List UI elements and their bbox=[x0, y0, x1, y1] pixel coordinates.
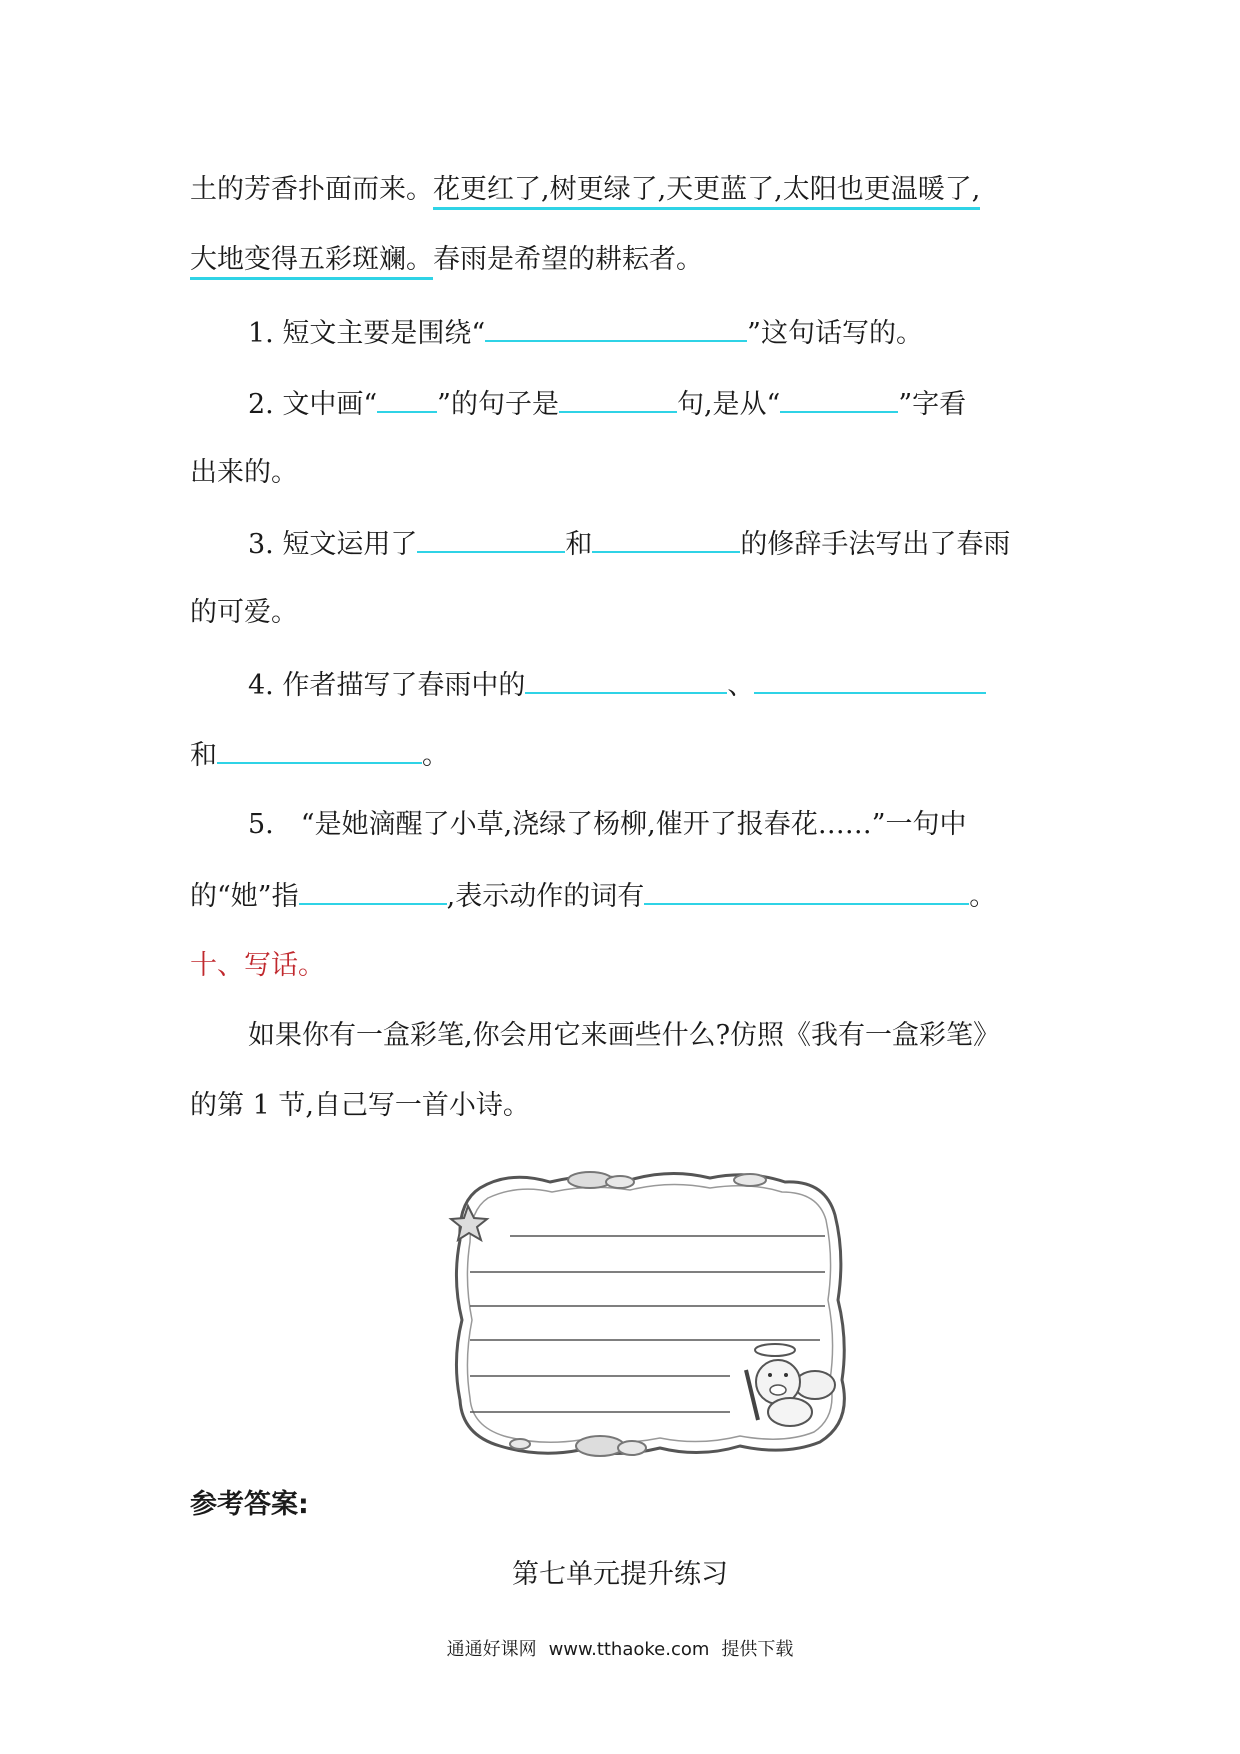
footer-site-name: 通通好课网 bbox=[446, 1639, 537, 1660]
question-text: 1. 短文主要是围绕“ bbox=[248, 318, 486, 349]
answer-blank[interactable] bbox=[299, 875, 447, 905]
question-2-continued bbox=[190, 453, 1060, 493]
question-text: 出来的。 bbox=[190, 457, 298, 488]
question-text: ”的句子是 bbox=[437, 389, 559, 420]
passage-line-1 bbox=[190, 170, 1060, 210]
prompt-text: 的第 1 节,自己写一首小诗。 bbox=[190, 1090, 530, 1121]
writing-prompt-line-1 bbox=[248, 1016, 1118, 1056]
question-5 bbox=[248, 805, 1118, 845]
question-text: 和 bbox=[565, 529, 593, 560]
question-text: 的修辞手法写出了春雨 bbox=[740, 529, 1011, 560]
question-text: 的“她”指 bbox=[190, 881, 299, 912]
cloud-blob bbox=[618, 1441, 646, 1455]
cloud-blob bbox=[568, 1172, 612, 1188]
answer-blank[interactable] bbox=[525, 664, 727, 694]
question-text: 4. 作者描写了春雨中的 bbox=[248, 670, 526, 701]
cloud-blob bbox=[606, 1176, 634, 1188]
answers-heading-text: 参考答案: bbox=[190, 1489, 309, 1520]
question-text: ,表示动作的词有 bbox=[446, 881, 645, 912]
question-text: 句,是从“ bbox=[676, 389, 781, 420]
question-5-continued bbox=[190, 875, 1060, 917]
prompt-text: 如果你有一盒彩笔,你会用它来画些什么?仿照《我有一盒彩笔》 bbox=[248, 1020, 1001, 1051]
answer-blank[interactable] bbox=[754, 664, 986, 694]
question-text: 5. “是她滴醒了小草,浇绿了杨柳,催开了报春花……”一句中 bbox=[248, 809, 967, 840]
question-text: 3. 短文运用了 bbox=[248, 529, 418, 560]
question-text: ”这句话写的。 bbox=[747, 318, 923, 349]
passage-line-2 bbox=[190, 240, 1060, 280]
question-4 bbox=[248, 664, 1118, 706]
writing-prompt-line-2 bbox=[190, 1086, 1060, 1126]
page-footer bbox=[0, 1635, 1240, 1661]
underlined-sentence: 花更红了,树更绿了,天更蓝了,太阳也更温暖了, bbox=[433, 174, 980, 210]
question-text: 。 bbox=[969, 881, 997, 912]
cloud-blob bbox=[510, 1439, 530, 1449]
question-3-continued bbox=[190, 593, 1060, 633]
unit-title-text: 第七单元提升练习 bbox=[512, 1559, 728, 1590]
answer-blank[interactable] bbox=[559, 383, 677, 413]
question-2 bbox=[248, 383, 1118, 425]
answer-blank[interactable] bbox=[592, 523, 740, 553]
cloud-blob bbox=[734, 1174, 766, 1186]
cloud-blob bbox=[576, 1436, 624, 1456]
question-text: 、 bbox=[727, 670, 755, 701]
passage-text: 春雨是希望的耕耘者。 bbox=[433, 244, 703, 275]
answer-blank[interactable] bbox=[485, 312, 747, 342]
question-text: 和 bbox=[190, 740, 217, 771]
question-4-continued bbox=[190, 734, 1060, 776]
unit-title bbox=[0, 1555, 1240, 1595]
section-heading-text: 十、写话。 bbox=[190, 950, 325, 981]
answer-blank[interactable] bbox=[780, 383, 898, 413]
passage-text: 土的芳香扑面而来。 bbox=[190, 174, 433, 205]
question-text: 。 bbox=[422, 740, 449, 771]
question-text: 2. 文中画“ bbox=[248, 389, 378, 420]
answers-heading bbox=[190, 1485, 1060, 1525]
answer-blank[interactable] bbox=[417, 523, 565, 553]
answer-blank[interactable] bbox=[217, 734, 422, 764]
answer-blank[interactable] bbox=[377, 383, 437, 413]
answer-blank[interactable] bbox=[644, 875, 969, 905]
question-text: 的可爱。 bbox=[190, 597, 298, 628]
footer-note: 提供下载 bbox=[721, 1639, 794, 1660]
question-text: ”字看 bbox=[898, 389, 967, 420]
writing-card bbox=[440, 1160, 860, 1460]
underlined-sentence: 大地变得五彩斑斓。 bbox=[190, 244, 433, 280]
footer-url[interactable]: www.tthaoke.com bbox=[548, 1639, 710, 1660]
question-3 bbox=[248, 523, 1118, 565]
section-heading bbox=[190, 946, 1060, 986]
question-1 bbox=[248, 312, 1118, 354]
